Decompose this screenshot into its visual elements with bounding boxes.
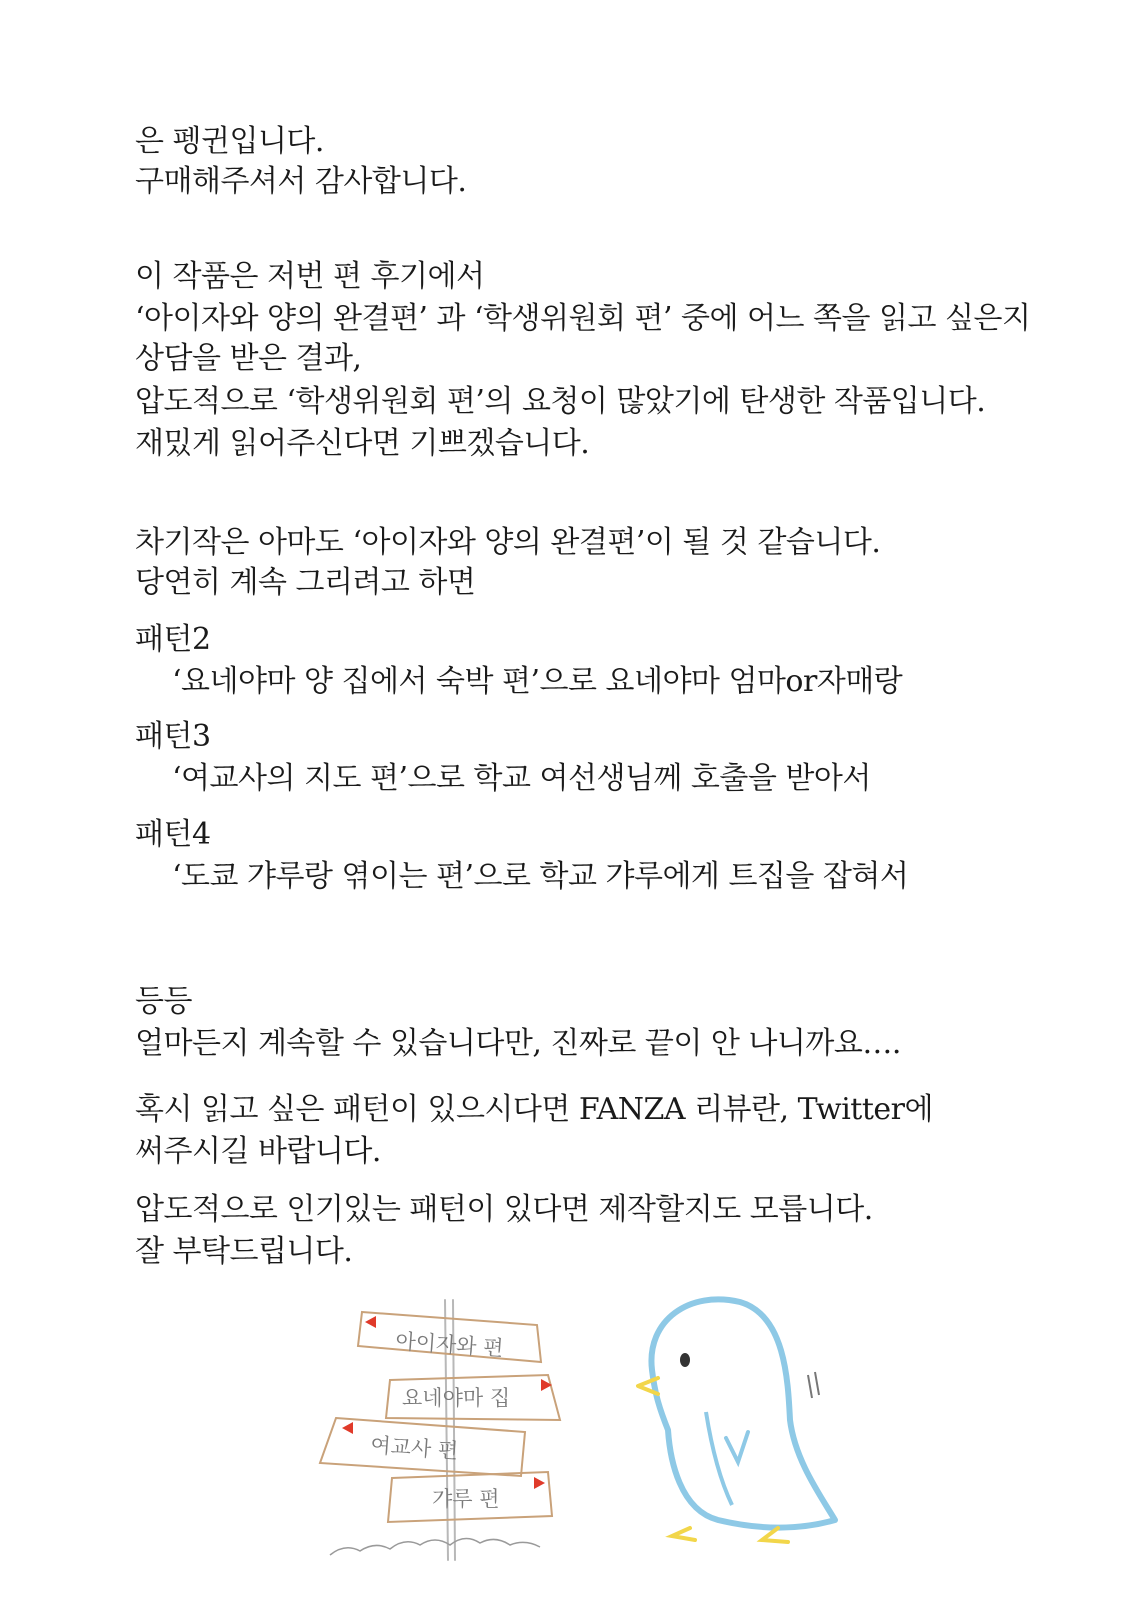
- pattern-title: 패턴4: [135, 817, 211, 852]
- etc-line-6: 잘 부탁드립니다.: [135, 1234, 353, 1269]
- pattern-description: ‘도쿄 갸루랑 엮이는 편’으로 학교 갸루에게 트집을 잡혀서: [172, 859, 909, 894]
- etc-line-4: 써주시길 바랍니다.: [135, 1134, 381, 1169]
- pattern-description: ‘여교사의 지도 편’으로 학교 여선생님께 호출을 받아서: [172, 761, 871, 796]
- intro-line-1: 은 펭귄입니다.: [135, 124, 324, 159]
- sign-label: 요네야마 집: [402, 1386, 511, 1410]
- next-line-1: 차기작은 아마도 ‘아이자와 양의 완결편’이 될 것 같습니다.: [135, 525, 881, 560]
- next-line-2: 당연히 계속 그리려고 하면: [135, 565, 476, 600]
- body-line-1: 이 작품은 저번 편 후기에서: [135, 259, 485, 294]
- etc-line-5: 압도적으로 인기있는 패턴이 있다면 제작할지도 모릅니다.: [135, 1192, 873, 1227]
- body-line-3: 상담을 받은 결과,: [135, 341, 362, 376]
- body-line-5: 재밌게 읽어주신다면 기쁘겠습니다.: [135, 426, 590, 461]
- body-line-4: 압도적으로 ‘학생위원회 편’의 요청이 많았기에 탄생한 작품입니다.: [135, 384, 986, 419]
- sign-label: 아이자와 편: [394, 1329, 505, 1361]
- etc-line-2: 얼마든지 계속할 수 있습니다만, 진짜로 끝이 안 나니까요….: [135, 1026, 901, 1061]
- intro-line-2: 구매해주셔서 감사합니다.: [135, 164, 467, 199]
- etc-line-1: 등등: [135, 984, 192, 1019]
- penguin-drawing: [638, 1299, 835, 1542]
- pattern-title: 패턴2: [135, 622, 211, 657]
- pattern-title: 패턴3: [135, 719, 211, 754]
- etc-line-3: 혹시 읽고 싶은 패턴이 있으시다면 FANZA 리뷰란, Twitter에: [135, 1092, 933, 1127]
- sign-label: 갸루 편: [432, 1487, 500, 1511]
- sign-label: 여교사 편: [369, 1433, 459, 1464]
- grass-scribble: [330, 1538, 540, 1555]
- body-line-2: ‘아이자와 양의 완결편’ 과 ‘학생위원회 편’ 중에 어느 쪽을 읽고 싶은지: [135, 301, 1031, 336]
- pattern-description: ‘요네야마 양 집에서 숙박 편’으로 요네야마 엄마or자매랑: [172, 664, 903, 699]
